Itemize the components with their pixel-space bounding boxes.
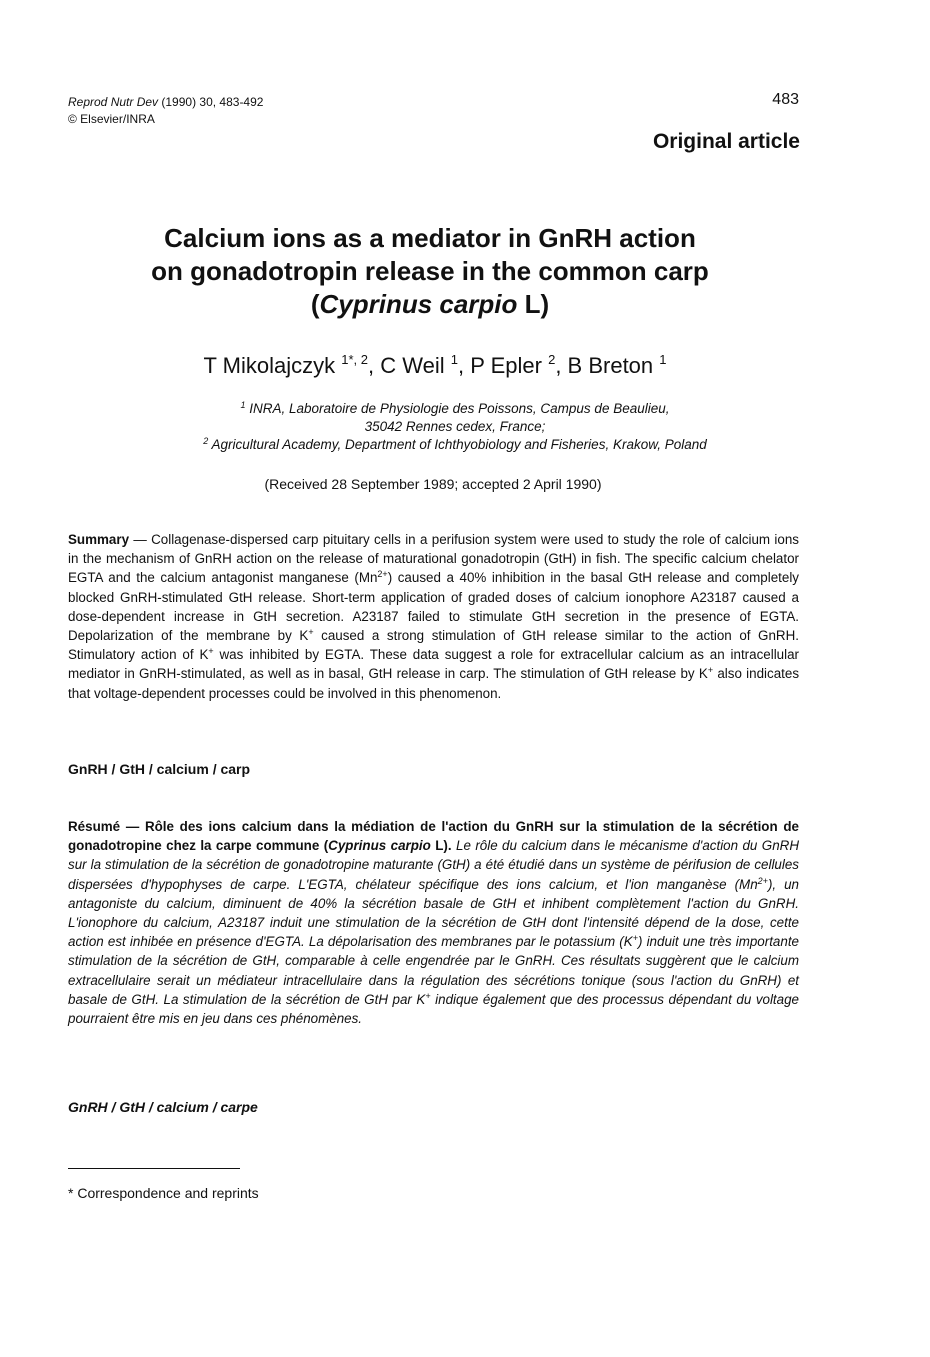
author-name: C Weil <box>380 353 445 378</box>
affiliation-2-line-1 <box>0 436 910 454</box>
summary-superscript: + <box>707 665 714 676</box>
title-paren-close: L) <box>517 289 550 319</box>
article-type-label: Original article <box>652 130 800 153</box>
keywords-english: GnRH / GtH / calcium / carp <box>68 761 251 777</box>
title-line-2: on gonadotropin release in the common carp <box>151 256 709 286</box>
affiliation-2-marker: 2 <box>203 436 209 446</box>
resume-heading-species: Cyprinus carpio <box>328 838 431 854</box>
author-separator: , <box>555 353 568 378</box>
resume-text: Le rôle du calcium dans le mécanisme d'action du GnRH sur la stimulation de la sécrétion de gonadotropine maturante (GtH) a été étudié dans un système de périfusion de cellules dispersées d'hypophyses de carpe. L'EGTA, chélateur spécifique des ions calcium, et l'ion manganèse (Mn <box>68 838 799 892</box>
author-name: T Mikolajczyk <box>203 353 336 378</box>
affiliation-1-line-1 <box>0 400 910 418</box>
title-line-1: Calcium ions as a mediator in GnRH action <box>164 223 696 253</box>
author-separator: , <box>457 353 471 378</box>
author-list <box>0 352 870 380</box>
footnote-text: * Correspondence and reprints <box>68 1185 259 1201</box>
author-separator: , <box>367 353 381 378</box>
summary-superscript: 2+ <box>377 569 388 580</box>
author-affiliation-marker: 2 <box>548 352 556 367</box>
article-title <box>0 222 860 321</box>
page-number: 483 <box>772 91 799 108</box>
author-name: B Breton <box>567 353 654 378</box>
author-affiliation-marker: 1 <box>659 352 667 367</box>
title-paren-open: ( <box>310 289 320 319</box>
summary-superscript: + <box>208 646 214 657</box>
resume-paragraph <box>68 817 799 1028</box>
summary-text: was inhibited by EGTA. These data suggest a role for extracellular calcium as an intracellular mediator in GnRH-stimulated, as well as in basal, GtH release in carp. The stimulation of GtH release by K <box>68 647 799 682</box>
journal-name: Reprod Nutr Dev <box>68 95 159 109</box>
title-species-name: Cyprinus carpio <box>319 289 518 319</box>
resume-text: ) induit une très importante stimulation de la sécrétion de GtH, comparable à celle engendrée par le GnRH. Ces résultats suggèrent que le calcium extracellulaire serait un médiateur intracellulaire dans la régulation des sécrétions tonique (sous l'action du GnRH) et basale de GtH. La stimulation de la sécrétion de GtH par K <box>68 934 799 1007</box>
resume-label: Résumé <box>68 819 121 834</box>
affiliations <box>0 400 910 454</box>
resume-heading-end: L). <box>430 838 452 854</box>
title-line-3 <box>0 288 860 321</box>
affiliation-1-line-2: 35042 Rennes cedex, France; <box>364 419 546 434</box>
summary-text: — Collagenase-dispersed carp pituitary cells in a perifusion system were used to study the role of calcium ions in the mechanism of GnRH action on the release of maturational gonadotropin (GtH) in fish. The specific calcium chelator EGTA and the calcium antagonist manganese (Mn <box>68 532 799 586</box>
copyright-line: © Elsevier/INRA <box>68 112 155 126</box>
author-affiliation-marker: 1*, 2 <box>341 352 368 367</box>
journal-citation <box>68 95 263 110</box>
summary-paragraph <box>68 530 799 703</box>
author-affiliation-marker: 1 <box>450 352 458 367</box>
resume-text: ), un antagoniste du calcium, diminuent de 40% la sécrétion basale de GtH et inhibent complètement l'action du GnRH. L'ionophore du calcium, A23187 induit une stimulation de la sécrétion de GtH dont l'intensité dépend de la dose, cette action est inhibée en présence d'EGTA. La dépolarisation des membranes par le potassium (K <box>68 876 800 950</box>
journal-reference: (1990) 30, 483-492 <box>158 95 264 109</box>
resume-superscript: + <box>425 990 431 1001</box>
summary-superscript: + <box>308 627 314 638</box>
summary-text: ) caused a 40% inhibition in the basal GtH release and completely blocked GnRH-stimulated GtH release. Short-term application of graded doses of calcium ionophore A23187 caused a dose-dependent increase in GtH secretion. A23187 failed to stimulate GtH secretion in the presence of EGTA. Depolarization of the membrane by K <box>68 570 799 644</box>
summary-text: also indicates that voltage-dependent processes could be involved in this phenomenon. <box>68 666 800 701</box>
keywords-french: GnRH / GtH / calcium / carpe <box>68 1099 258 1115</box>
resume-superscript: 2+ <box>757 875 768 886</box>
summary-label: Summary <box>68 532 130 547</box>
affiliation-1-marker: 1 <box>240 400 246 410</box>
summary-text: caused a strong stimulation of GtH release similar to the action of GnRH. Stimulatory action of K <box>68 628 799 663</box>
affiliation-2-text: Agricultural Academy, Department of Ichthyobiology and Fisheries, Krakow, Poland <box>208 437 707 452</box>
footnote-divider <box>68 1168 240 1169</box>
resume-heading: — Rôle des ions calcium dans la médiation de l'action du GnRH sur la stimulation de la sécrétion de gonadotropine chez la carpe commune ( <box>68 819 799 854</box>
received-dates: (Received 28 September 1989; accepted 2 April 1990) <box>264 476 602 492</box>
resume-superscript: + <box>632 933 638 944</box>
affiliation-1-text: INRA, Laboratoire de Physiologie des Poissons, Campus de Beaulieu, <box>245 401 670 416</box>
resume-text: indique également que des processus dépendant du voltage pourraient être mis en jeu dans ces phénomènes. <box>68 991 799 1027</box>
author-name: P Epler <box>470 353 542 378</box>
